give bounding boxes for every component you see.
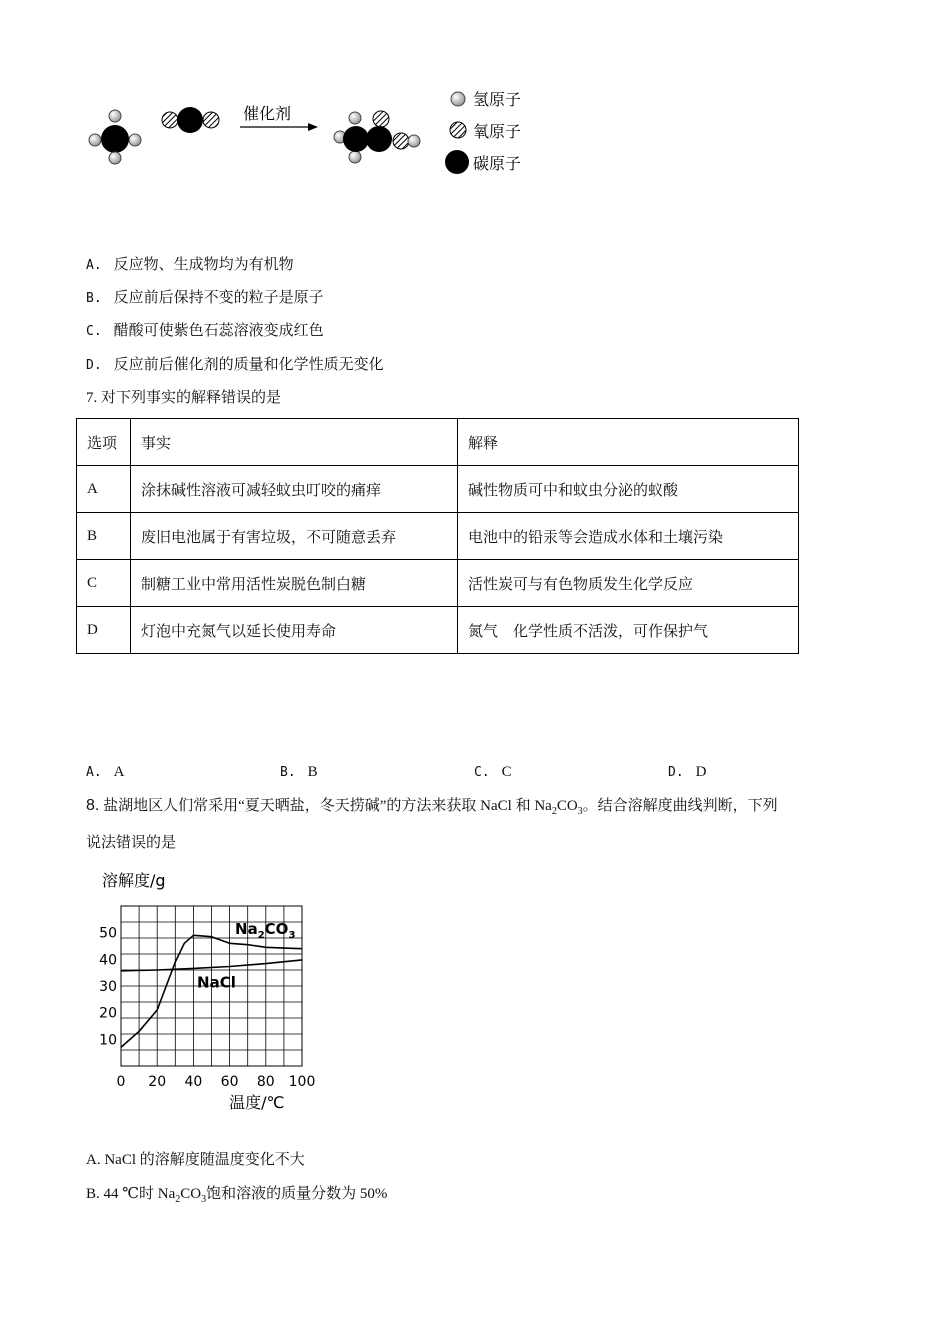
carbon-legend-label: 碳原子 (473, 154, 522, 173)
legend (445, 90, 521, 174)
q8-stem-line2: 说法错误的是 (86, 835, 177, 851)
row-option: C (77, 560, 131, 607)
hydrogen-legend-icon (451, 92, 465, 106)
option-text: D (695, 764, 707, 780)
q8-stem (86, 796, 778, 822)
header-fact: 事实 (131, 419, 458, 466)
row-explanation: 碱性物质可中和蚊虫分泌的蚁酸 (458, 466, 799, 513)
option-text: 反应前后催化剂的质量和化学性质无变化 (113, 357, 384, 373)
option-letter: A. (86, 765, 102, 780)
q8-number: 8. (86, 797, 100, 814)
table-row (77, 513, 799, 560)
methane-molecule (89, 110, 141, 164)
q6-option-a (86, 255, 294, 276)
q7-option-a (86, 762, 125, 783)
co2-molecule (162, 107, 219, 133)
q8-option-b: B. 44 ℃时 $Na_2CO_3$饱和溶液的质量分数为 50% (86, 1186, 388, 1205)
header-option: 选项 (77, 419, 131, 466)
reaction-arrow (240, 123, 318, 131)
na2co3-label: $Na_2CO_3$ (235, 920, 296, 941)
q8-stem-text: 盐湖地区人们常采用“夏天晒盐，冬天捞碱”的方法来获取 NaCl 和 $Na_2CO_3$。结合溶解度曲线判断，下列 (103, 798, 778, 817)
solubility-chart (88, 866, 338, 1116)
y-tick-label: 20 (99, 1005, 117, 1022)
x-tick-label: 60 (220, 1074, 239, 1090)
option-letter: D. (86, 358, 102, 373)
row-option: D (77, 607, 131, 654)
q6-option-d (86, 355, 384, 376)
y-tick-label: 30 (99, 979, 117, 995)
option-text: 反应前后保持不变的粒子是原子 (113, 290, 324, 306)
option-letter: C. (86, 324, 102, 339)
row-option: B (77, 513, 131, 560)
row-fact: 灯泡中充氮气以延长使用寿命 (131, 607, 458, 654)
header-explanation: 解释 (458, 419, 799, 466)
option-letter: D. (668, 765, 684, 780)
arrow-label: 催化剂 (243, 104, 292, 123)
option-text: C (501, 764, 512, 780)
q6-option-b (86, 288, 324, 309)
row-fact: 涂抹碱性溶液可减轻蚊虫叮咬的痛痒 (131, 466, 458, 513)
option-text: A (113, 764, 125, 780)
x-tick-label: 0 (116, 1074, 126, 1090)
y-tick-label: 10 (99, 1032, 117, 1049)
option-text: 反应物、生成物均为有机物 (113, 257, 294, 273)
row-explanation: 氮气 化学性质不活泼，可作保护气 (458, 607, 799, 654)
acetic-acid-molecule (334, 111, 420, 163)
x-tick-label: 100 (288, 1074, 316, 1090)
y-tick-label: 40 (99, 952, 117, 969)
option-text: 醋酸可使紫色石蕊溶液变成红色 (113, 323, 324, 339)
option-letter: C. (474, 765, 490, 780)
row-explanation: 活性炭可与有色物质发生化学反应 (458, 560, 799, 607)
q7-table (76, 418, 799, 654)
row-fact: 制糖工业中常用活性炭脱色制白糖 (131, 560, 458, 607)
reaction-diagram (80, 80, 550, 190)
carbon-legend-icon (445, 150, 469, 174)
q7-option-d (668, 762, 707, 783)
q7-stem: 7. 对下列事实的解释错误的是 (86, 390, 282, 406)
y-axis-label: 溶解度/g (102, 871, 166, 890)
table-row (77, 466, 799, 513)
table-header-row (77, 419, 799, 466)
hydrogen-legend-label: 氢原子 (473, 90, 522, 109)
x-axis-label: 温度/℃ (229, 1093, 285, 1112)
q8-option-a: A. NaCl 的溶解度随温度变化不大 (86, 1152, 305, 1168)
table-row (77, 560, 799, 607)
y-tick-label: 50 (99, 925, 117, 942)
q7-option-b (280, 762, 318, 783)
row-explanation: 电池中的铅汞等会造成水体和土壤污染 (458, 513, 799, 560)
row-fact: 废旧电池属于有害垃圾，不可随意丢弃 (131, 513, 458, 560)
option-text: B (307, 764, 318, 780)
oxygen-legend-label: 氧原子 (473, 122, 522, 141)
x-tick-label: 20 (148, 1074, 167, 1090)
nacl-label: NaCl (197, 973, 236, 992)
x-tick-label: 80 (256, 1074, 275, 1090)
oxygen-legend-icon (450, 122, 466, 138)
option-letter: B. (280, 765, 296, 780)
table-row (77, 607, 799, 654)
row-option: A (77, 466, 131, 513)
q6-option-c (86, 321, 324, 342)
option-letter: B. (86, 291, 102, 306)
x-tick-label: 40 (184, 1074, 203, 1090)
q7-option-c (474, 762, 512, 783)
option-letter: A. (86, 258, 102, 273)
